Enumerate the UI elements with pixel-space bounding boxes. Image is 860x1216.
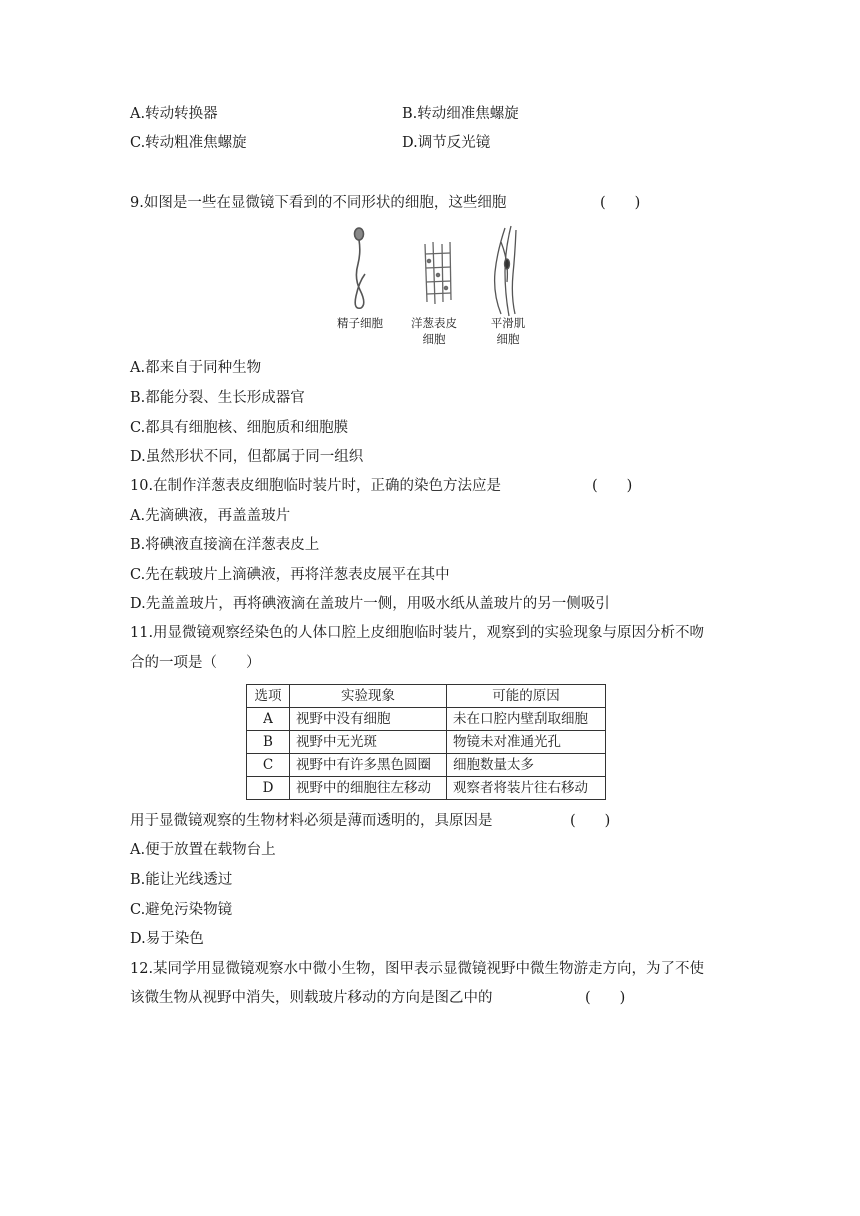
q10-option-d: D.先盖盖玻片，再将碘液滴在盖玻片一侧，用吸水纸从盖玻片的另一侧吸引 [130, 596, 610, 612]
table-row [247, 708, 606, 731]
table-cell: 未在口腔内壁刮取细胞 [447, 708, 606, 731]
q9-option-b: B.都能分裂、生长形成器官 [130, 390, 305, 406]
q8-option-d: D.调节反光镜 [402, 135, 491, 151]
q10-option-a: A.先滴碘液，再盖盖玻片 [130, 508, 291, 524]
table-cell: B [247, 731, 290, 754]
cell-drawings [325, 222, 535, 317]
table-row [247, 754, 606, 777]
table-row [247, 731, 606, 754]
table-cell: 视野中的细胞往左移动 [290, 777, 447, 800]
table-header: 可能的原因 [447, 685, 606, 708]
table-cell: 细胞数量太多 [447, 754, 606, 777]
table-row [247, 777, 606, 800]
table-header: 选项 [247, 685, 290, 708]
sperm-caption: 精子细胞 [337, 316, 383, 330]
q9-stem: 9.如图是一些在显微镜下看到的不同形状的细胞，这些细胞 [130, 195, 507, 211]
table-cell: A [247, 708, 290, 731]
q8-option-a: A.转动转换器 [130, 106, 218, 122]
q10-option-c: C.先在载玻片上滴碘液，再将洋葱表皮展平在其中 [130, 567, 450, 583]
muscle-cell-drawing [495, 226, 516, 316]
table-cell: 视野中没有细胞 [290, 708, 447, 731]
q12-answer-bracket: ( ) [585, 990, 626, 1006]
sperm-cell-drawing [355, 228, 366, 308]
table-header-row [247, 685, 606, 708]
q11-stem-line2: 合的一项是（ ） [130, 655, 261, 671]
q12-stem-line1: 12.某同学用显微镜观察水中微小生物，图甲表示显微镜视野中微生物游走方向，为了不使 [130, 961, 705, 977]
table-cell: 视野中无光斑 [290, 731, 447, 754]
q12-stem-line2: 该微生物从视野中消失，则载玻片移动的方向是图乙中的 [130, 990, 493, 1006]
observation-table [246, 684, 606, 800]
q8-option-c: C.转动粗准焦螺旋 [130, 135, 247, 151]
qx-option-a: A.便于放置在载物台上 [130, 842, 276, 858]
qx-answer-bracket: ( ) [570, 813, 611, 829]
qx-option-c: C.避免污染物镜 [130, 902, 233, 918]
table-cell: C [247, 754, 290, 777]
cell-figure [325, 222, 535, 352]
q10-stem: 10.在制作洋葱表皮细胞临时装片时，正确的染色方法应是 [130, 478, 502, 494]
table-cell: D [247, 777, 290, 800]
qx-option-b: B.能让光线透过 [130, 872, 233, 888]
q10-answer-bracket: ( ) [592, 478, 633, 494]
onion-cell-drawing [425, 242, 451, 304]
table-cell: 视野中有许多黑色圆圈 [290, 754, 447, 777]
q9-answer-bracket: ( ) [600, 195, 641, 211]
q11-stem-line1: 11.用显微镜观察经染色的人体口腔上皮细胞临时装片，观察到的实验现象与原因分析不吻 [130, 625, 705, 641]
table-cell: 物镜未对准通光孔 [447, 731, 606, 754]
q9-option-c: C.都具有细胞核、细胞质和细胞膜 [130, 420, 349, 436]
q9-option-a: A.都来自于同种生物 [130, 360, 262, 376]
muscle-caption-line2: 细胞 [496, 332, 520, 346]
onion-caption-line1: 洋葱表皮 [411, 316, 457, 330]
q10-option-b: B.将碘液直接滴在洋葱表皮上 [130, 537, 320, 553]
q9-option-d: D.虽然形状不同，但都属于同一组织 [130, 449, 364, 465]
table-cell: 观察者将装片往右移动 [447, 777, 606, 800]
onion-caption-line2: 细胞 [422, 332, 446, 346]
muscle-caption-line1: 平滑肌 [490, 316, 526, 330]
q8-option-b: B.转动细准焦螺旋 [402, 106, 519, 122]
qx-stem: 用于显微镜观察的生物材料必须是薄而透明的，具原因是 [130, 813, 493, 829]
qx-option-d: D.易于染色 [130, 931, 204, 947]
table-header: 实验现象 [290, 685, 447, 708]
